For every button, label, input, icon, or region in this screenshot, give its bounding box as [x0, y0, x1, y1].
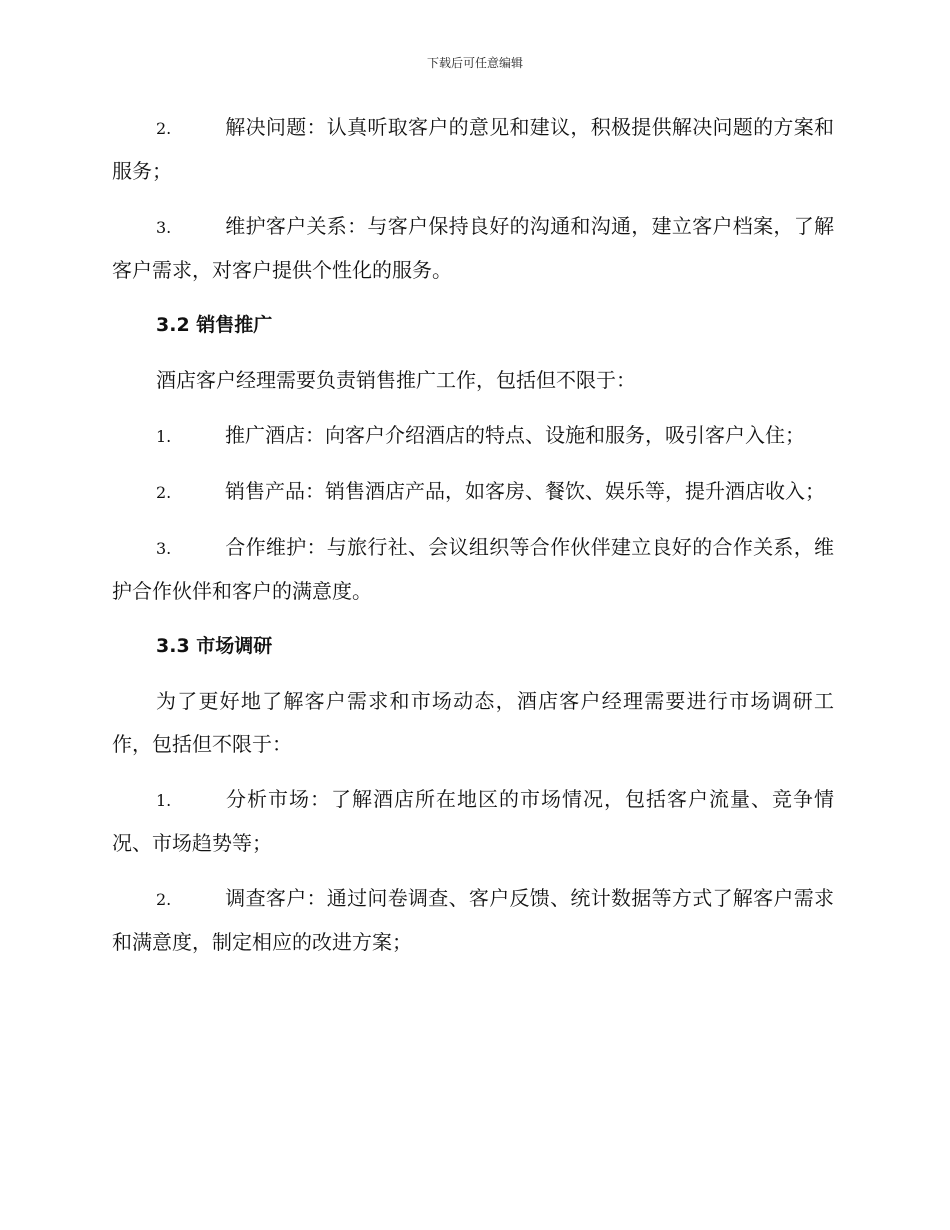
list-item — [112, 526, 834, 613]
list-item-number: 2. — [156, 483, 172, 502]
list-item — [112, 778, 834, 865]
list-item-number: 2. — [156, 890, 172, 909]
list-item — [112, 205, 834, 292]
section-heading: 3.2 销售推广 — [156, 314, 273, 336]
list-item — [112, 106, 834, 193]
section-intro: 为了更好地了解客户需求和市场动态，酒店客户经理需要进行市场调研工作，包括但不限于： — [112, 689, 834, 756]
list-item-number: 2. — [156, 119, 172, 138]
list-item-text: 维护客户关系：与客户保持良好的沟通和沟通，建立客户档案，了解客户需求，对客户提供个性化的服务。 — [112, 214, 834, 282]
list-item — [112, 470, 834, 514]
list-item — [112, 414, 834, 458]
list-item-text: 销售产品：销售酒店产品，如客房、餐饮、娱乐等，提升酒店收入； — [225, 479, 825, 503]
section-intro: 酒店客户经理需要负责销售推广工作，包括但不限于： — [156, 368, 636, 392]
list-item-text: 解决问题：认真听取客户的意见和建议，积极提供解决问题的方案和服务； — [112, 115, 834, 183]
list-item-text: 合作维护：与旅行社、会议组织等合作伙伴建立良好的合作关系，维护合作伙伴和客户的满意度。 — [112, 535, 834, 603]
list-item — [112, 877, 834, 964]
page-header: 下载后可任意编辑 — [426, 56, 523, 70]
section-heading: 3.3 市场调研 — [156, 635, 273, 657]
list-item-number: 1. — [156, 791, 172, 810]
list-item-text: 调查客户：通过问卷调查、客户反馈、统计数据等方式了解客户需求和满意度，制定相应的改进方案； — [112, 886, 834, 954]
document-body — [112, 106, 834, 976]
list-item-text: 推广酒店：向客户介绍酒店的特点、设施和服务，吸引客户入住； — [225, 423, 805, 447]
list-item-number: 1. — [156, 427, 172, 446]
list-item-number: 3. — [156, 218, 172, 237]
list-item-text: 分析市场：了解酒店所在地区的市场情况，包括客户流量、竞争情况、市场趋势等； — [112, 787, 834, 855]
list-item-number: 3. — [156, 539, 172, 558]
